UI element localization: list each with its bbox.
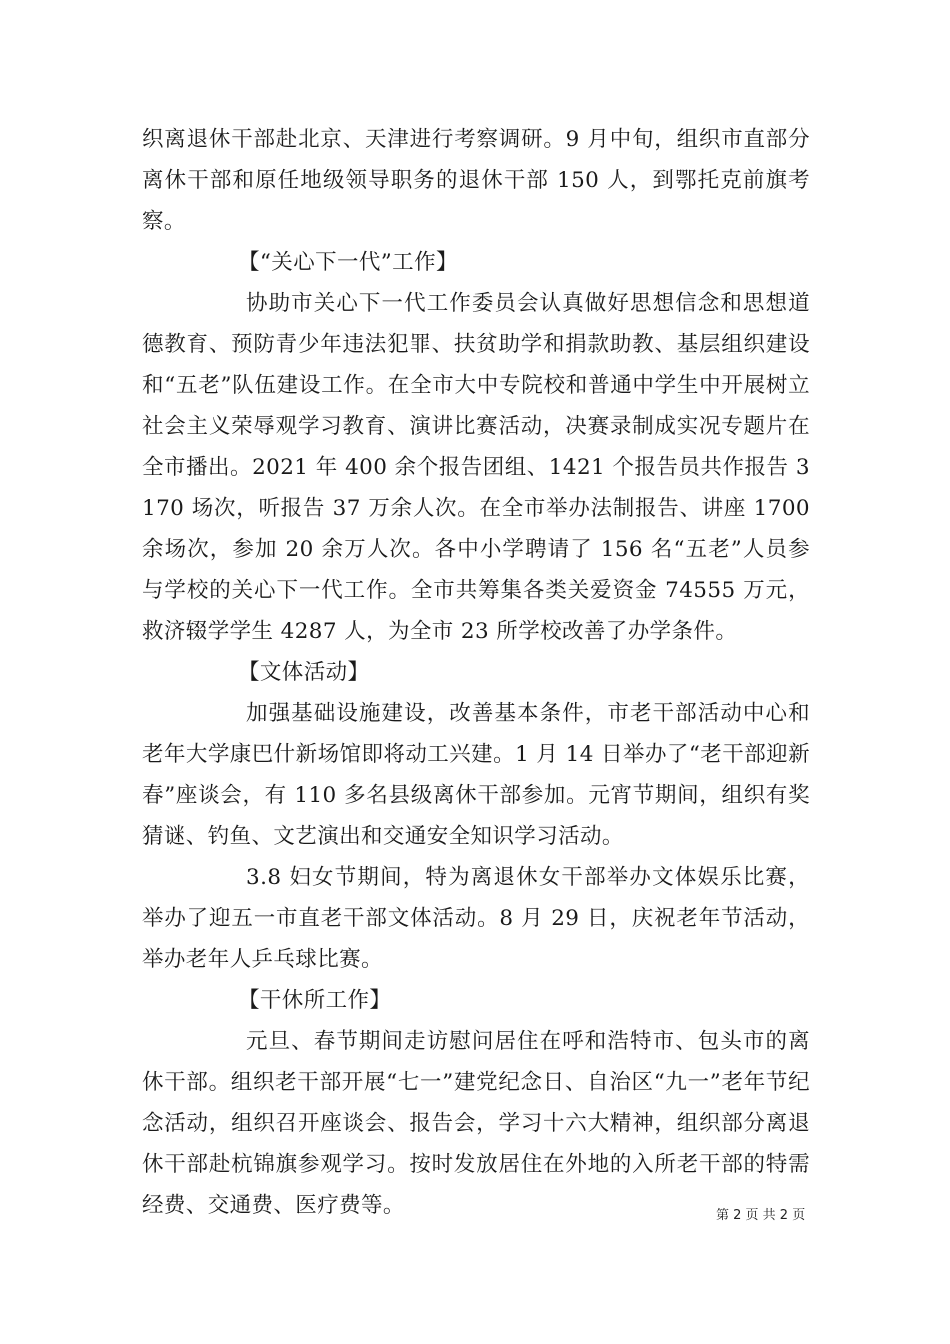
paragraph-retirement-home: 元旦、春节期间走访慰问居住在呼和浩特市、包头市的离休干部。组织老干部开展“七一”建党纪念日、自治区“九一”老年节纪念活动，组织召开座谈会、报告会，学习十六大精神，组织部分离退休干部赴杭锦旗参观学习。按时发放居住在外地的入所老干部的特需经费、交通费、医疗费等。 — [142, 1029, 810, 1218]
section-heading-next-generation: 【“关心下一代”工作】 — [238, 250, 458, 275]
paragraph-culture-sports-1: 加强基础设施建设，改善基本条件，市老干部活动中心和老年大学康巴什新场馆即将动工兴建。1 月 14 日举办了“老干部迎新春”座谈会，有 110 多名县级离休干部参加。元宵节期间，组织有奖猜谜、钓鱼、文艺演出和交通安全知识学习活动。 — [142, 701, 810, 849]
paragraph-culture-sports-2: 3.8 妇女节期间，特为离退休女干部举办文体娱乐比赛，举办了迎五一市直老干部文体活动。8 月 29 日，庆祝老年节活动，举办老年人乒乓球比赛。 — [142, 865, 810, 972]
page-number: 第 2 页 共 2 页 — [716, 1208, 806, 1223]
document-body — [142, 119, 810, 1226]
section-heading-culture-sports: 【文体活动】 — [238, 660, 370, 685]
paragraph-next-generation: 协助市关心下一代工作委员会认真做好思想信念和思想道德教育、预防青少年违法犯罪、扶贫助学和捐款助教、基层组织建设和“五老”队伍建设工作。在全市大中专院校和普通中学生中开展树立社会主义荣辱观学习教育、演讲比赛活动，决赛录制成实况专题片在全市播出。2021 年 400 余个报告团组、1421 个报告员共作报告 3170 场次，听报告 37 万余人次。在全市举办法制报告、讲座 1700 余场次，参加 20 余万人次。各中小学聘请了 156 名“五老”人员参与学校的关心下一代工作。全市共筹集各类关爱资金 74555 万元，救济辍学学生 4287 人，为全市 23 所学校改善了办学条件。 — [142, 291, 810, 644]
section-heading-retirement-home: 【干休所工作】 — [238, 988, 392, 1013]
paragraph-intro: 织离退休干部赴北京、天津进行考察调研。9 月中旬，组织市直部分离休干部和原任地级领导职务的退休干部 150 人，到鄂托克前旗考察。 — [142, 127, 810, 234]
